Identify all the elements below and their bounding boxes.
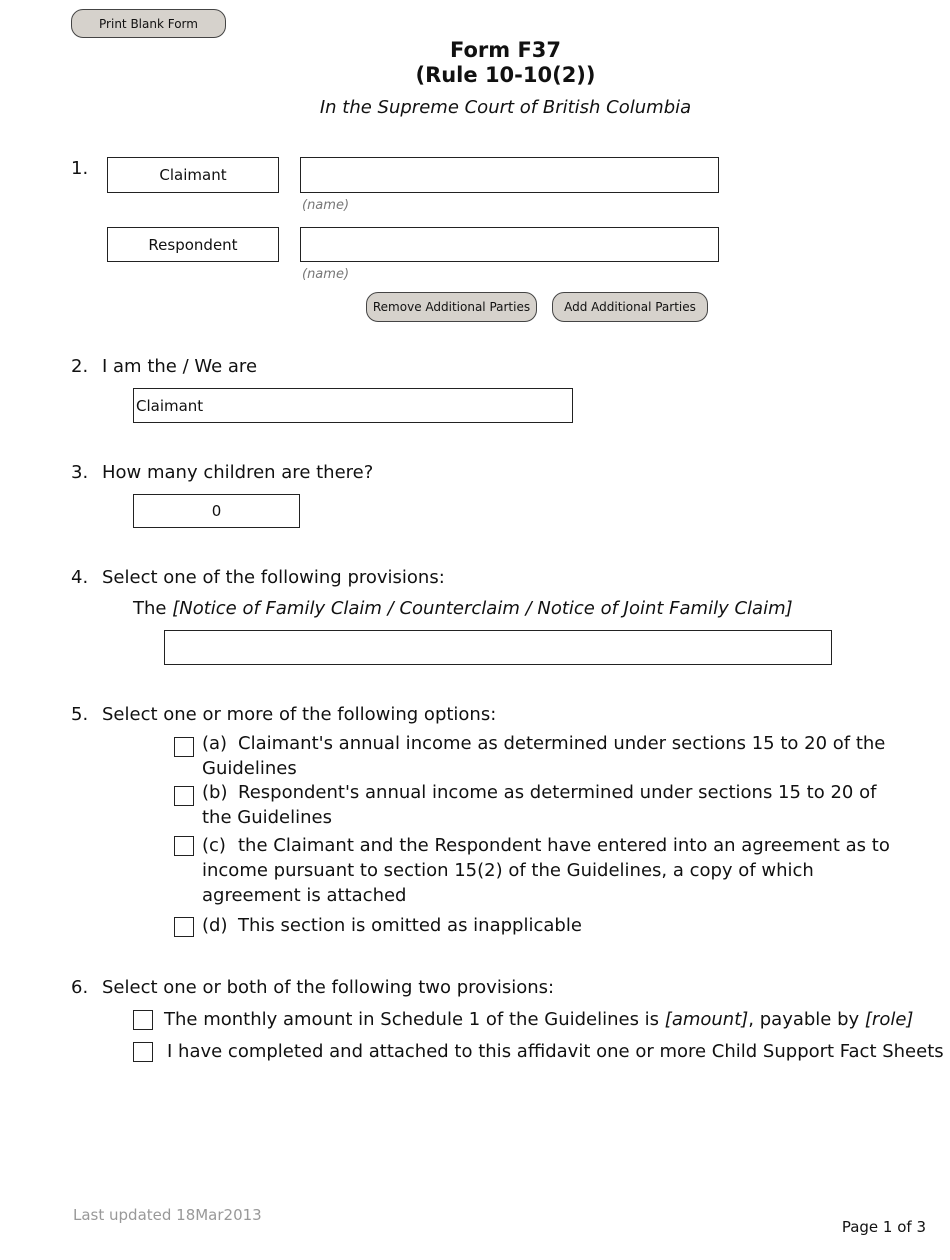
option-a-checkbox[interactable] — [174, 737, 194, 757]
party2-name-input[interactable] — [300, 227, 719, 262]
page-number: Page 1 of 3 — [841, 1218, 926, 1236]
add-additional-parties-button[interactable]: Add Additional Parties — [552, 292, 708, 322]
rule-reference: (Rule 10-10(2)) — [415, 63, 596, 87]
q4-italic-options: [Notice of Family Claim / Counterclaim / Notice of Joint Family Claim] — [172, 598, 793, 619]
fact-sheets-checkbox[interactable] — [133, 1042, 153, 1062]
form-title: Form F37 — [449, 38, 562, 62]
party1-name-input[interactable] — [300, 157, 719, 193]
fact-sheets-text: I have completed and attached to this affidavit one or more Child Support Fact Sheets — [167, 1041, 944, 1062]
party2-name-hint: (name) — [302, 267, 350, 282]
remove-additional-parties-button[interactable]: Remove Additional Parties — [366, 292, 537, 322]
party-role-dropdown[interactable]: Claimant — [133, 388, 573, 423]
print-blank-form-button[interactable]: Print Blank Form — [71, 9, 226, 38]
q4-number: 4. — [71, 567, 89, 588]
party2-role-field[interactable]: Respondent — [107, 227, 279, 262]
q2-number: 2. — [71, 356, 89, 377]
option-b-text: (b) Respondent's annual income as determined under sections 15 to 20 of the Guidelines — [202, 782, 877, 828]
party1-name-hint: (name) — [302, 198, 350, 213]
q4-prefix: The — [133, 598, 173, 619]
q5-number: 5. — [71, 704, 89, 725]
option-c-text: (c) the Claimant and the Respondent have entered into an agreement as to income pursuant to section 15(2) of the Guidelines, a copy of which agreement is attached — [202, 835, 890, 906]
schedule-amount-text: The monthly amount in Schedule 1 of the Guidelines is [amount], payable by [role] — [164, 1009, 914, 1030]
q1-number: 1. — [71, 158, 89, 179]
provision-select-input[interactable] — [164, 630, 832, 665]
q3-number: 3. — [71, 462, 89, 483]
option-c-checkbox[interactable] — [174, 836, 194, 856]
party1-role-field[interactable]: Claimant — [107, 157, 279, 193]
q5-question: Select one or more of the following options: — [102, 704, 497, 725]
last-updated: Last updated 18Mar2013 — [73, 1206, 262, 1224]
q6-question: Select one or both of the following two provisions: — [102, 977, 555, 998]
q4-question: Select one of the following provisions: — [102, 567, 445, 588]
children-count-input[interactable]: 0 — [133, 494, 300, 528]
option-d-text: (d) This section is omitted as inapplicable — [202, 915, 582, 936]
q3-question: How many children are there? — [102, 462, 374, 483]
q4-provision-text — [133, 598, 793, 619]
schedule-amount-checkbox[interactable] — [133, 1010, 153, 1030]
q2-question: I am the / We are — [102, 356, 258, 377]
q6-number: 6. — [71, 977, 89, 998]
court-name: In the Supreme Court of British Columbia — [319, 97, 692, 118]
option-a-text: (a) Claimant's annual income as determined under sections 15 to 20 of the Guidelines — [202, 733, 886, 779]
option-b-checkbox[interactable] — [174, 786, 194, 806]
option-d-checkbox[interactable] — [174, 917, 194, 937]
